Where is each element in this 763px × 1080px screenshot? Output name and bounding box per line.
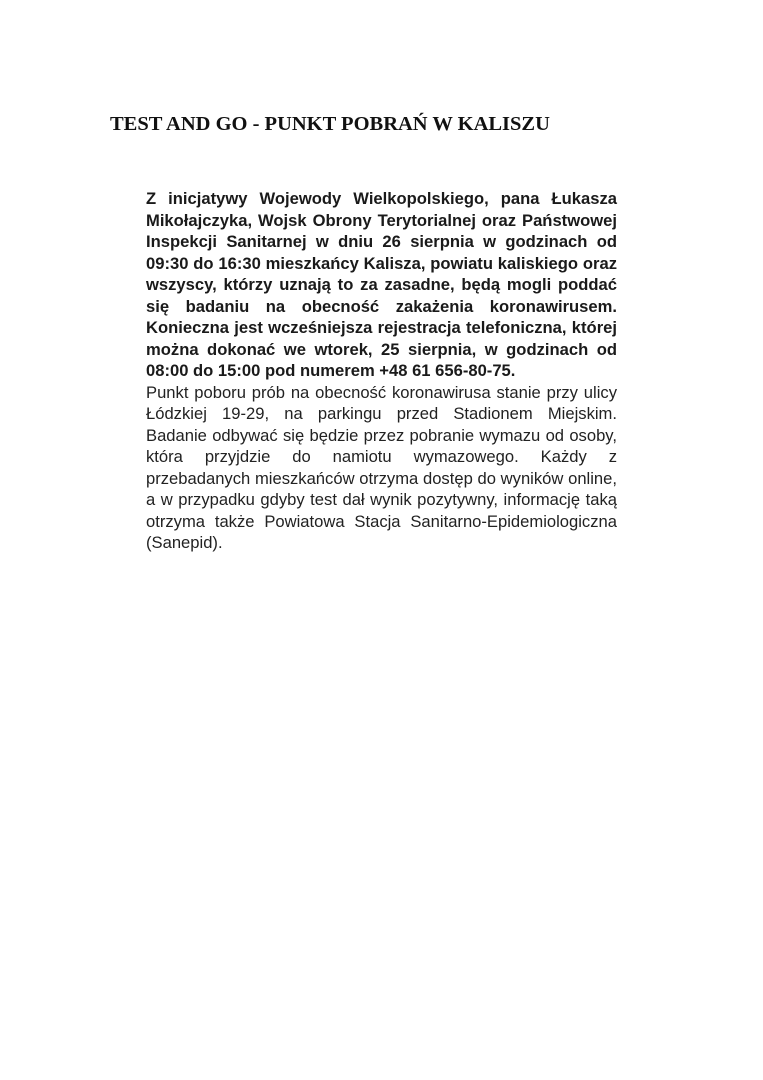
details-paragraph: Punkt poboru prób na obecność koronawirusa stanie przy ulicy Łódzkiej 19-29, na parkingu przed Stadionem Miejskim. Badanie odbywać się będzie przez pobranie wymazu od osoby, która przyjdzie do namiotu wymazowego. Każdy z przebadanych mieszkańców otrzyma dostęp do wyników online, a w przypadku gdyby test dał wynik pozytywny, informację taką otrzyma także Powiatowa Stacja Sanitarno-Epidemiologiczna (Sanepid). [146,382,617,552]
document-body [146,188,617,554]
intro-paragraph: Z inicjatywy Wojewody Wielkopolskiego, pana Łukasza Mikołajczyka, Wojsk Obrony Terytorialnej oraz Państwowej Inspekcji Sanitarnej w dniu 26 sierpnia w godzinach od 09:30 do 16:30 mieszkańcy Kalisza, powiatu kaliskiego oraz wszyscy, którzy uznają to za zasadne, będą mogli poddać się badaniu na obecność zakażenia koronawirusem. Konieczna jest wcześniejsza rejestracja telefoniczna, której można dokonać we wtorek, 25 sierpnia, w godzinach od 08:00 do 15:00 pod numerem +48 61 656-80-75. [146,189,617,380]
document-title: TEST AND GO - PUNKT POBRAŃ W KALISZU [110,113,550,135]
